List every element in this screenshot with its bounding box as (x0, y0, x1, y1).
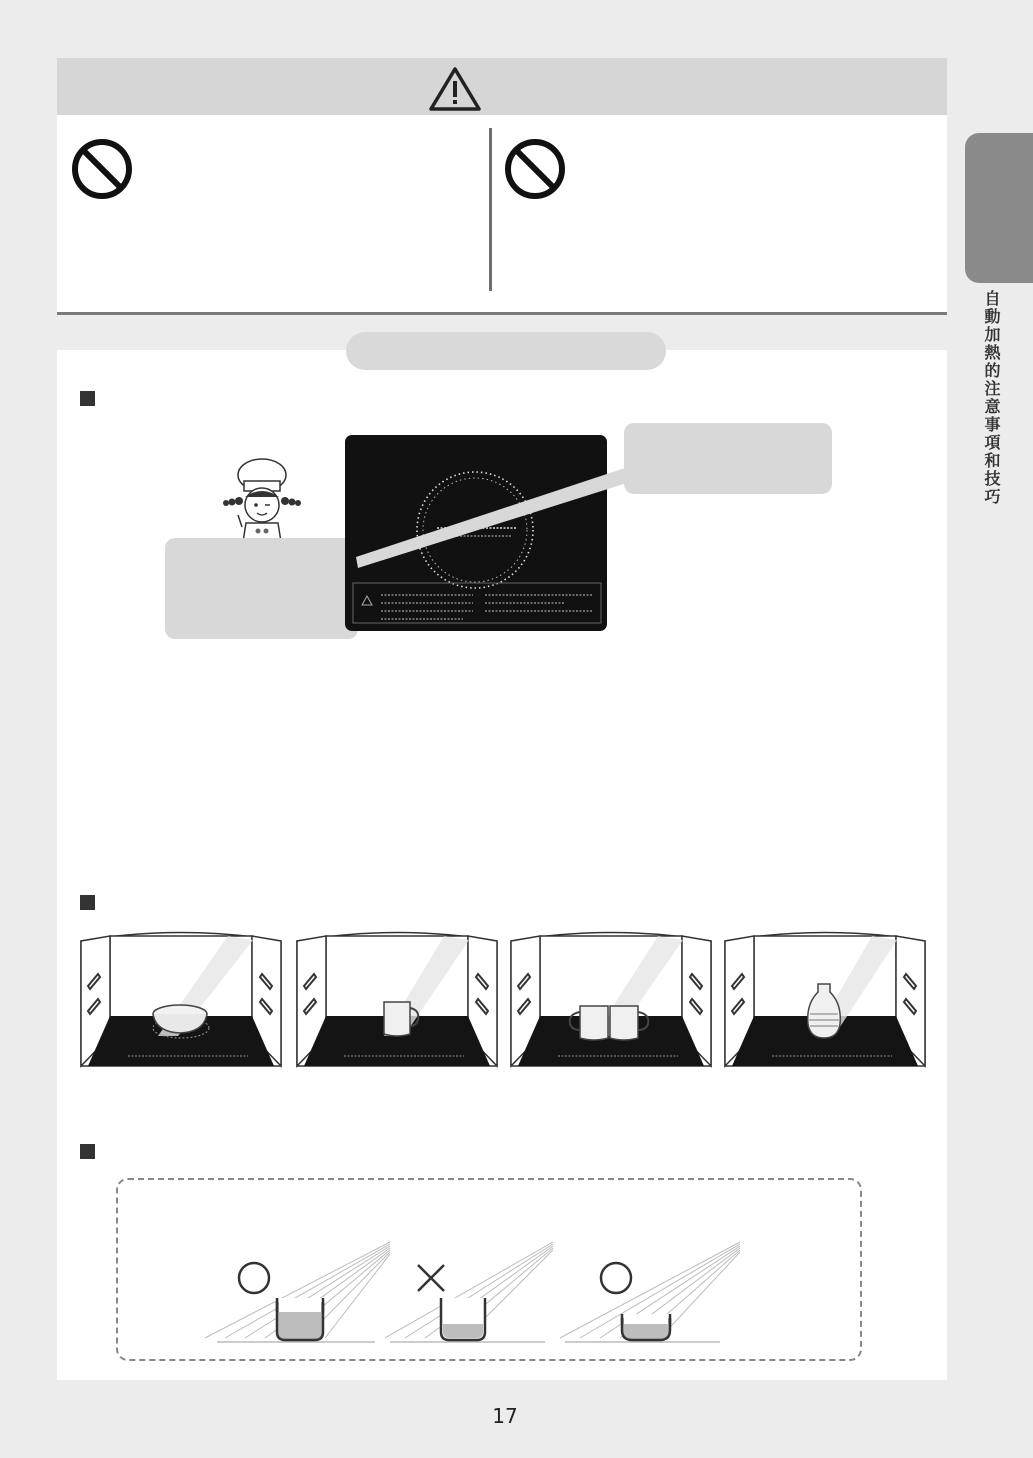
callout-pointer (330, 440, 650, 580)
shallow-liquid-tall-cup-diagram (385, 1240, 565, 1345)
tall-cup-diagram (205, 1240, 395, 1345)
prohibition-icon (503, 137, 567, 201)
oven-with-mug (294, 926, 500, 1070)
section-title-pill (346, 332, 666, 370)
warning-triangle-icon (428, 66, 482, 112)
page-number: 17 (492, 1404, 518, 1428)
section-marker (80, 391, 95, 406)
oven-with-sake-bottle (722, 926, 928, 1070)
warning-body (57, 115, 947, 312)
section-marker (80, 895, 95, 910)
chapter-tab (965, 133, 1033, 283)
shallow-bowl-diagram (560, 1240, 740, 1345)
warning-divider (489, 128, 492, 291)
warning-bottom-rule (57, 312, 947, 315)
warning-header-bar (57, 58, 947, 115)
callout-right (624, 423, 832, 494)
prohibition-icon (70, 137, 134, 201)
section-marker (80, 1144, 95, 1159)
oven-with-two-cups (508, 926, 714, 1070)
chapter-tab-label: 自動加熱的注意事項和技巧 (982, 290, 1001, 506)
chef-mascot-illustration (212, 455, 312, 550)
oven-with-bowl (78, 926, 284, 1070)
